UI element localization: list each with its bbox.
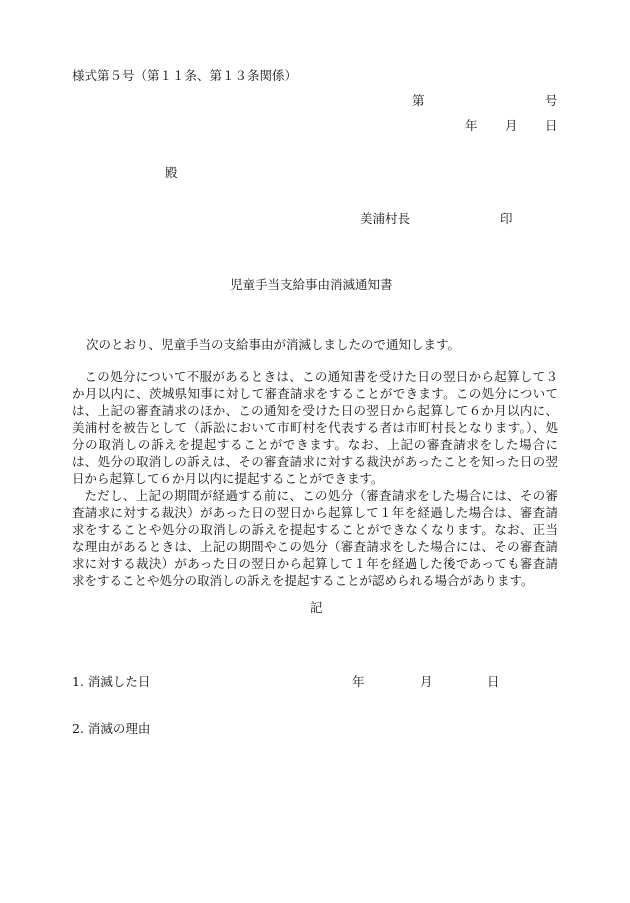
extinction-month: 月 xyxy=(420,674,433,689)
extinction-year: 年 xyxy=(352,674,365,689)
form-number: 様式第５号（第１１条、第１３条関係） xyxy=(72,68,298,83)
recipient-suffix: 殿 xyxy=(165,165,178,180)
notice-body xyxy=(72,368,558,589)
date-month: 月 xyxy=(505,118,518,133)
extinction-day: 日 xyxy=(487,674,500,689)
reason-label: 2. 消滅の理由 xyxy=(72,721,151,736)
document-title: 児童手当支給事由消滅通知書 xyxy=(230,277,393,292)
doc-number-prefix: 第 xyxy=(412,93,425,108)
date-day: 日 xyxy=(545,118,558,133)
ki-heading: 記 xyxy=(310,600,323,615)
seal-mark: 印 xyxy=(500,211,513,226)
doc-number-suffix: 号 xyxy=(545,93,558,108)
date-year: 年 xyxy=(465,118,478,133)
notice-paragraph-1: この処分について不服があるときは、この通知書を受けた日の翌日から起算して３か月以内に、茨城県知事に対して審査請求をすることができます。この処分については、上記の審査請求のほか、この通知を受けた日の翌日から起算して６か月以内に、美浦村を被告として（訴訟において市町村を代表する者は市町村長となります。）、処分の取消しの訴えを提起することができます。なお、上記の審査請求をした場合には、処分の取消しの訴えは、その審査請求に対する裁決があったことを知った日の翌日から起算して６か月以内に提起することができます。 xyxy=(72,369,558,486)
notice-paragraph-2: ただし、上記の期間が経過する前に、この処分（審査請求をした場合には、その審査請求に対する裁決）があった日の翌日から起算して１年を経過した場合は、審査請求をすることや処分の取消しの訴えを提起することができなくなります。なお、正当な理由があるときは、上記の期間やこの処分（審査請求をした場合には、その審査請求に対する裁決）があった日の翌日から起算して１年を経過した後であっても審査請求をすることや処分の取消しの訴えを提起することが認められる場合があります。 xyxy=(72,488,558,588)
lead-text: 次のとおり、児童手当の支給事由が消滅しましたので通知します。 xyxy=(86,337,461,352)
extinction-date-label: 1. 消滅した日 xyxy=(72,674,151,689)
issuer-title: 美浦村長 xyxy=(360,211,411,226)
